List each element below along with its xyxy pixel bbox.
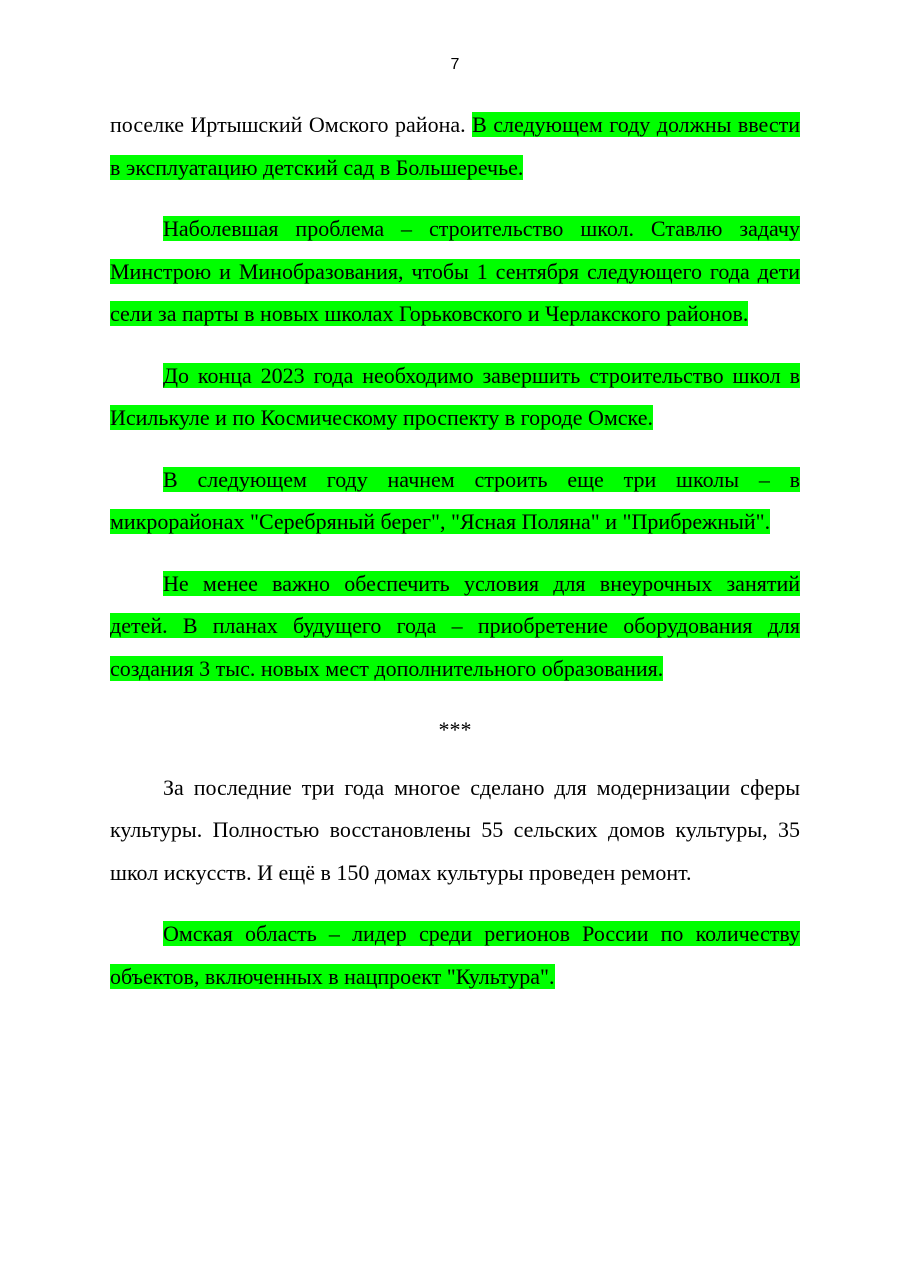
highlighted-text: В следующем году начнем строить еще три школы – в микрорайонах "Серебряный берег", "Ясная Поляна" и "Прибрежный".: [110, 466, 800, 534]
highlighted-text: До конца 2023 года необходимо завершить строительство школ в Исилькуле и по Космическому проспекту в городе Омске.: [110, 362, 800, 430]
highlighted-text: Наболевшая проблема – строительство школ. Ставлю задачу Минстрою и Минобразования, чтобы 1 сентября следующего года дети сели за парты в новых школах Горьковского и Черлакского районов.: [110, 216, 800, 326]
paragraph: [110, 459, 800, 544]
paragraph: [110, 563, 800, 691]
highlighted-text: Не менее важно обеспечить условия для внеурочных занятий детей. В планах будущего года – приобретение оборудования для создания 3 тыс. новых мест дополнительного образования.: [110, 570, 800, 681]
document-body: [110, 104, 800, 1017]
paragraph: [110, 355, 800, 440]
highlighted-text: Омская область – лидер среди регионов России по количеству объектов, включенных в нацпроект "Культура".: [110, 921, 800, 989]
paragraph-text: За последние три года многое сделано для модернизации сферы культуры. Полностью восстановлены 55 сельских домов культуры, 35 школ искусств. И ещё в 150 домах культуры проведен ремонт.: [110, 774, 800, 885]
paragraph: [110, 104, 800, 189]
highlighted-text: В следующем году должны ввести в эксплуатацию детский сад в Большеречье.: [110, 112, 801, 180]
section-separator: ***: [438, 717, 472, 742]
paragraph: [110, 913, 800, 998]
paragraph: [110, 208, 800, 336]
paragraph: [110, 767, 800, 895]
page-number: 7: [450, 56, 460, 73]
paragraph-text: поселке Иртышский Омского района.: [110, 112, 473, 137]
